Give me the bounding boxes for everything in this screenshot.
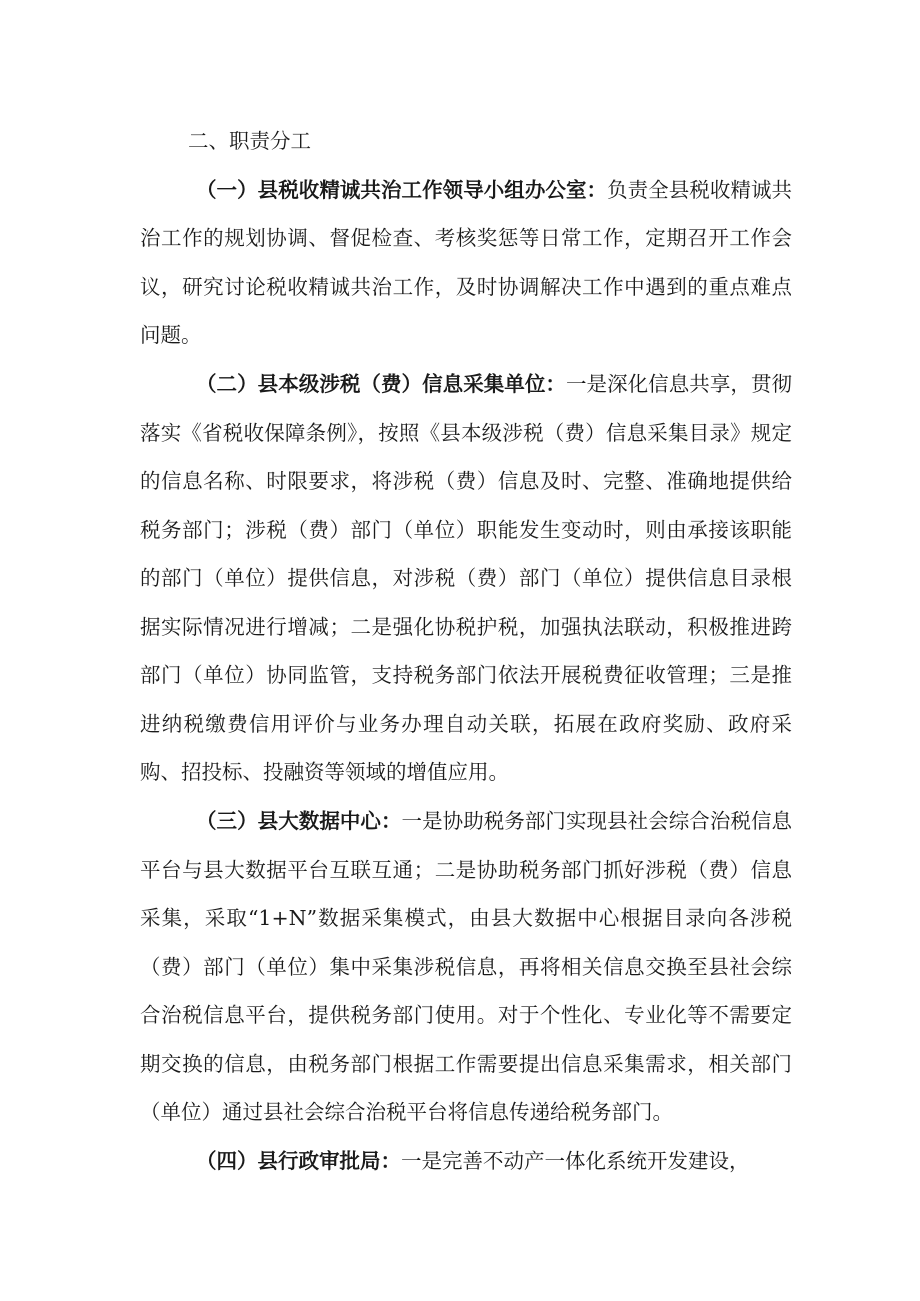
document-body <box>140 117 792 1186</box>
paragraph-big-data-center <box>140 797 792 1137</box>
paragraph-label: （二）县本级涉税（费）信息采集单位： <box>196 372 566 396</box>
paragraph-label: （三）县大数据中心： <box>196 809 402 833</box>
paragraph-label: （四）县行政审批局： <box>196 1149 401 1173</box>
paragraph-administrative-approval-bureau <box>140 1137 792 1186</box>
paragraph-text: 一是协助税务部门实现县社会综合治税信息平台与县大数据平台互联互通；二是协助税务部门抓好涉税（费）信息采集，采取“1+N”数据采集模式，由县大数据中心根据目录向各涉税（费）部门（单位）集中采集涉税信息，再将相关信息交换至县社会综合治税信息平台，提供税务部门使用。对于个性化、专业化等不需要定期交换的信息，由税务部门根据工作需要提出信息采集需求，相关部门（单位）通过县社会综合治税平台将信息传递给税务部门。 <box>140 809 793 1124</box>
paragraph-text: 负责全县税收精诚共治工作的规划协调、督促检查、考核奖惩等日常工作，定期召开工作会议，研究讨论税收精诚共治工作，及时协调解决工作中遇到的重点难点问题。 <box>140 177 793 347</box>
paragraph-text: 一是深化信息共享，贯彻落实《省税收保障条例》，按照《县本级涉税（费）信息采集目录》规定的信息名称、时限要求，将涉税（费）信息及时、完整、准确地提供给税务部门；涉税（费）部门（单位）职能发生变动时，则由承接该职能的部门（单位）提供信息，对涉税（费）部门（单位）提供信息目录根据实际情况进行增减；二是强化协税护税，加强执法联动，积极推进跨部门（单位）协同监管，支持税务部门依法开展税费征收管理；三是推进纳税缴费信用评价与业务办理自动关联，拓展在政府奖励、政府采购、招投标、投融资等领域的增值应用。 <box>140 372 793 784</box>
section-heading: 二、职责分工 <box>188 129 311 153</box>
paragraph-info-collection-units <box>140 360 792 797</box>
paragraph-leading-group-office <box>140 166 792 360</box>
paragraph-text: 一是完善不动产一体化系统开发建设， <box>401 1149 750 1173</box>
paragraph-label: （一）县税收精诚共治工作领导小组办公室： <box>196 177 608 202</box>
